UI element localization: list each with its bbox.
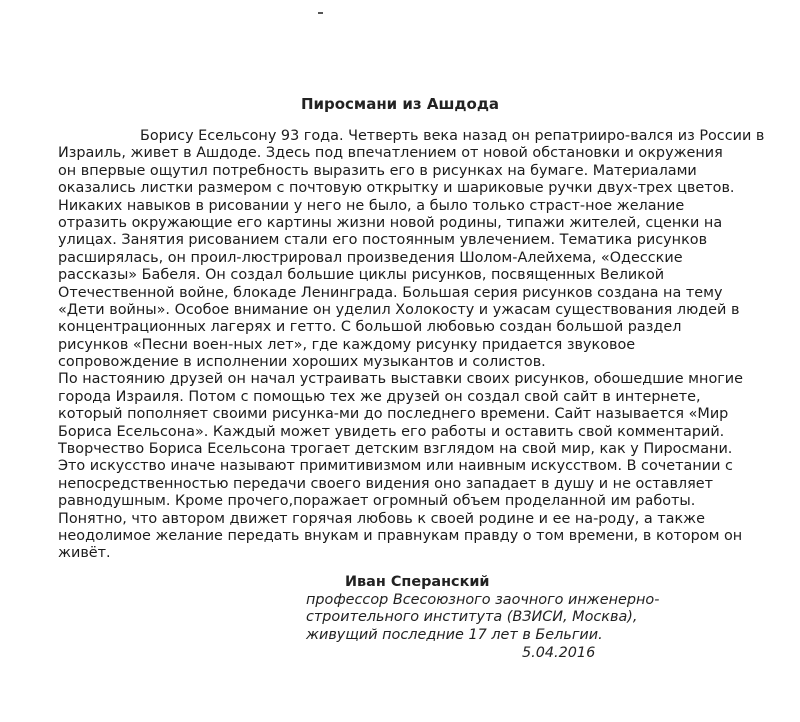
author-affiliation	[306, 592, 659, 644]
author-name: Иван Сперанский	[345, 574, 490, 590]
body-line: рассказы» Бабеля. Он создал большие циклы рисунков, посвященных Великой	[58, 267, 665, 284]
body-line: расширялась, он проил-люстрировал произведения Шолом-Алейхема, «Одесские	[58, 249, 683, 266]
body-line: концентрационных лагерях и гетто. С большой любовью создан большой раздел	[58, 319, 682, 336]
body-line: Борису Есельсону 93 года. Четверть века назад он репатрииро-вался из России в	[140, 128, 765, 144]
body-line: По настоянию друзей он начал устраивать выставки своих рисунков, обошедшие многие	[58, 371, 744, 388]
body-line: живёт.	[58, 545, 111, 562]
body-line: сопровождение в исполнении хороших музыкантов и солистов.	[58, 354, 546, 371]
article-body	[58, 128, 765, 563]
body-line: оказались листки размером с почтовую открытку и шариковые ручки двух-трех цветов.	[58, 180, 735, 197]
body-line: он впервые ощутил потребность выразить его в рисунках на бумаге. Материалами	[58, 162, 697, 179]
margin-mark	[318, 12, 323, 14]
document-date: 5.04.2016	[522, 645, 596, 661]
body-line: улицах. Занятия рисованием стали его постоянным увлечением. Тематика рисунков	[58, 232, 708, 249]
body-line: Отечественной войне, блокаде Ленинграда. Большая серия рисунков создана на тему	[58, 284, 723, 301]
body-line: Понятно, что автором движет горячая любовь к своей родине и ее на-роду, а также	[58, 510, 705, 527]
body-line: который пополняет своими рисунка-ми до последнего времени. Сайт называется «Мир	[58, 406, 729, 423]
body-line: непосредственностью передачи своего видения оно западает в душу и не оставляет	[58, 475, 714, 492]
body-line: Никаких навыков в рисовании у него не было, а было только страст-ное желание	[58, 197, 685, 214]
body-line: неодолимое желание передать внукам и правнукам правду о том времени, в котором он	[58, 527, 743, 544]
affiliation-line: строительного института (ВЗИСИ, Москва),	[306, 609, 638, 626]
document-title: Пиросмани из Ашдода	[300, 95, 500, 113]
body-line: отразить окружающие его картины жизни новой родины, типажи жителей, сценки на	[58, 214, 723, 231]
body-line: Это искусство иначе называют примитивизмом или наивным искусством. В сочетании с	[58, 458, 733, 475]
affiliation-line: профессор Всесоюзного заочного инженерно-	[306, 592, 660, 608]
affiliation-line: живущий последние 17 лет в Бельгии.	[306, 626, 603, 643]
body-line: Бориса Есельсона». Каждый может увидеть его работы и оставить свой комментарий.	[58, 423, 725, 440]
body-line: «Дети войны». Особое внимание он уделил Холокосту и ужасам существования людей в	[58, 301, 740, 318]
body-line: равнодушным. Кроме прочего,поражает огромный объем проделанной им работы.	[58, 493, 696, 510]
body-line: рисунков «Песни воен-ных лет», где каждому рисунку придается звуковое	[58, 336, 636, 353]
body-line: Творчество Бориса Есельсона трогает детским взглядом на свой мир, как у Пиросмани.	[58, 441, 733, 458]
body-line: Израиль, живет в Ашдоде. Здесь под впечатлением от новой обстановки и окружения	[58, 145, 723, 162]
body-line: города Израиля. Потом с помощью тех же друзей он создал свой сайт в интернете,	[58, 388, 701, 405]
